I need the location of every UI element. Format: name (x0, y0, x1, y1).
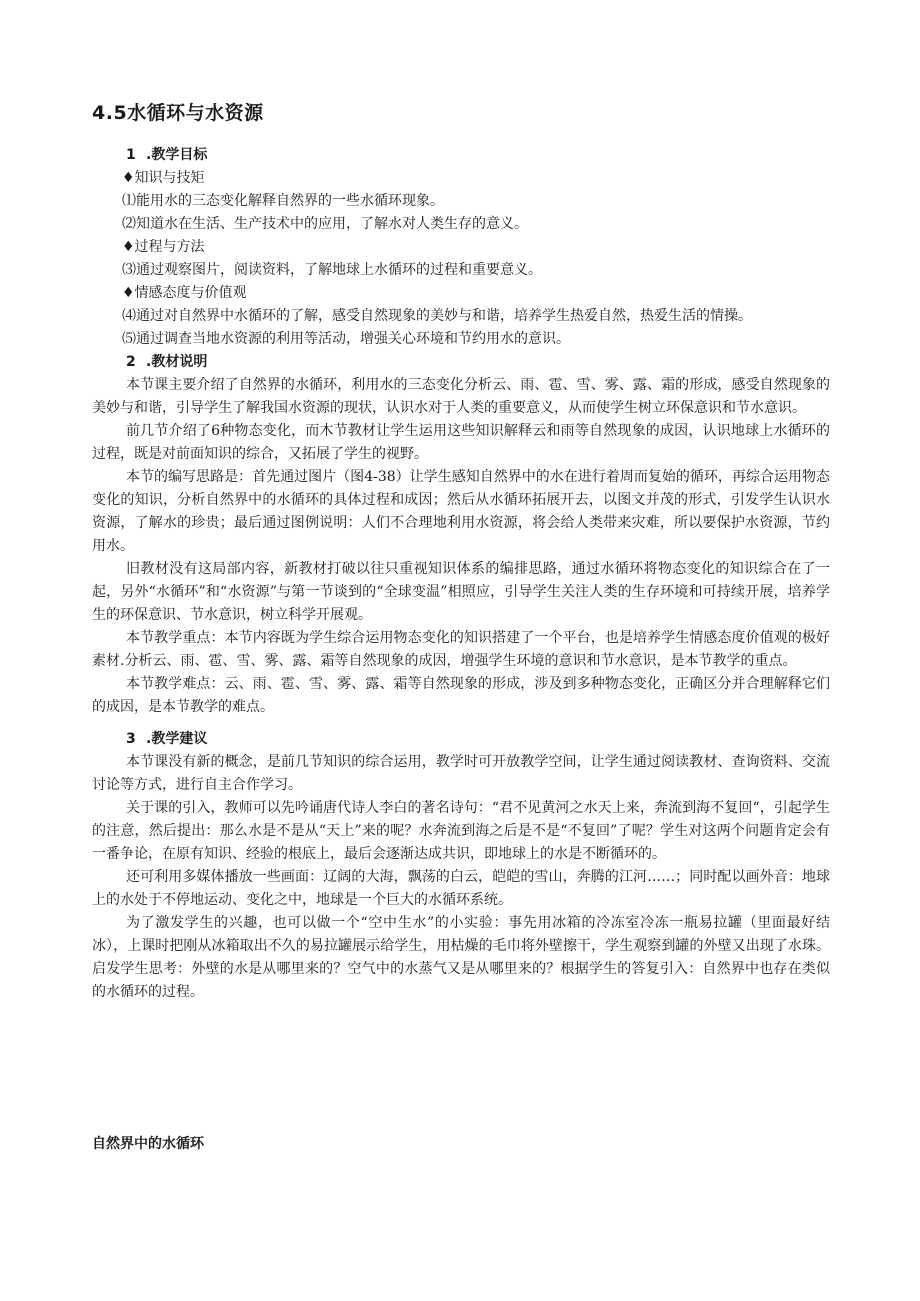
section-number: 3 (126, 731, 136, 747)
body-paragraph: 本节课没有新的概念，是前几节知识的综合运用，教学时可开放教学空间，让学生通过阅读教材、查询资料、交流讨论等方式，进行自主合作学习。 (92, 754, 830, 793)
body-paragraph: 关于课的引入，教师可以先吟诵唐代诗人李白的著名诗句：“君不见黄河之水天上来，奔流到海不复回“，引起学生的注意，然后提出：那么水是不是从“天上”来的呢？水奔流到海之后是不是“不复回”了呢？学生对这两个问题肯定会有一番争论，在原有知识、经验的根底上，最后会逐渐达成共识，即地球上的水是不断循环的。 (92, 800, 830, 862)
goal-item: ⑷通过对自然界中水循环的了解，感受自然现象的美妙与和谐，培养学生热爱自然，热爱生活的情操。 (122, 308, 752, 324)
section-heading-material (92, 351, 830, 374)
body-paragraph: 本节教学重点：本节内容既为学生综合运用物态变化的知识搭建了一个平台，也是培养学生情感态度价值观的极好素材.分析云、雨、雹、雪、雾、露、霜等自然现象的成因，增强学生环境的意识和节水意识，是本节教学的重点。 (92, 630, 830, 669)
body-paragraph: 本节的编写思路是：首先通过图片（图4-38）让学生感知自然界中的水在进行着周而复始的循环，再综合运用物态变化的知识，分析自然界中的水循环的具体过程和成因；然后从水循环拓展开去，以图文并茂的形式，引发学生认识水资源，了解水的珍贵；最后通过图例说明：人们不合理地利用水资源，将会给人类带来灾难，所以要保护水资源，节约用水。 (92, 469, 830, 554)
section-heading-suggestions (92, 728, 830, 751)
goal-item: ⑴能用水的三态变化解释自然界的一些水循环现象。 (122, 193, 444, 209)
goal-category-knowledge: ♦知识与技矩 (122, 170, 205, 186)
goal-item: ⑵知道水在生活、生产技术中的应用，了解水对人类生存的意义。 (122, 216, 528, 232)
body-paragraph: 还可利用多媒体播放一些画面：辽阔的大海，飘荡的白云，皑皑的雪山，奔腾的江河……；同时配以画外音：地球上的水处于不停地运动、变化之中，地球是一个巨大的水循环系统。 (92, 869, 830, 908)
page-title: 4.5水循环与水资源 (92, 102, 264, 124)
section-heading-text: .教材说明 (146, 354, 208, 370)
goal-category-process: ♦过程与方法 (122, 239, 205, 255)
body-paragraph: 本节教学难点：云、雨、雹、雪、雾、露、霜等自然现象的形成，涉及到多种物态变化，正确区分并合理解释它们的成因，是本节教学的难点。 (92, 676, 830, 715)
section-gap (92, 719, 830, 728)
body-paragraph: 旧教材没有这局部内容，新教材打破以往只重视知识体系的编排思路，通过水循环将物态变化的知识综合在了一起，另外“水循环”和“水资源”与第一节谈到的“全球变温”相照应，引导学生关注人类的生存环境和可持续开展，培养学生的环保意识、节水意识，树立科学开展观。 (92, 561, 830, 623)
goal-item: ⑶通过观察图片，阅读资料，了解地球上水循环的过程和重要意义。 (122, 262, 542, 278)
body-paragraph: 前几节介绍了6种物态变化，而木节教材让学生运用这些知识解释云和雨等自然现象的成因，认识地球上水循环的过程，既是对前面知识的综合，又拓展了学生的视野。 (92, 423, 830, 462)
section-heading-text: .教学建议 (146, 731, 208, 747)
section-number: 2 (126, 354, 136, 370)
section-number: 1 (126, 147, 136, 163)
section-heading-teaching-goals (92, 144, 830, 167)
subsection-title: 自然界中的水循环 (92, 1136, 204, 1152)
body-paragraph: 为了激发学生的兴趣，也可以做一个“空中生水”的小实验：事先用冰箱的冷冻室冷冻一瓶易拉罐（里面最好结冰），上课时把刚从冰箱取出不久的易拉罐展示给学生，用枯燥的毛巾将外壁擦干，学生观察到罐的外壁又出现了水珠。启发学生思考：外壁的水是从哪里来的？空气中的水蒸气又是从哪里来的？根据学生的答复引入：自然界中也存在类似的水循环的过程。 (92, 915, 830, 1000)
body-paragraph: 本节课主要介绍了自然界的水循环，利用水的三态变化分析云、雨、雹、雪、雾、露、霜的形成，感受自然现象的美妙与和谐，引导学生了解我国水资源的现状，认识水对于人类的重要意义，从而使学生树立环保意识和节水意识。 (92, 377, 830, 416)
document-body (92, 144, 830, 1004)
goal-item: ⑸通过调查当地水资源的利用等活动，增强关心环境和节约用水的意识。 (122, 331, 570, 347)
goal-category-attitude: ♦情感态度与价值观 (122, 285, 247, 301)
section-heading-text: .教学目标 (146, 147, 208, 163)
